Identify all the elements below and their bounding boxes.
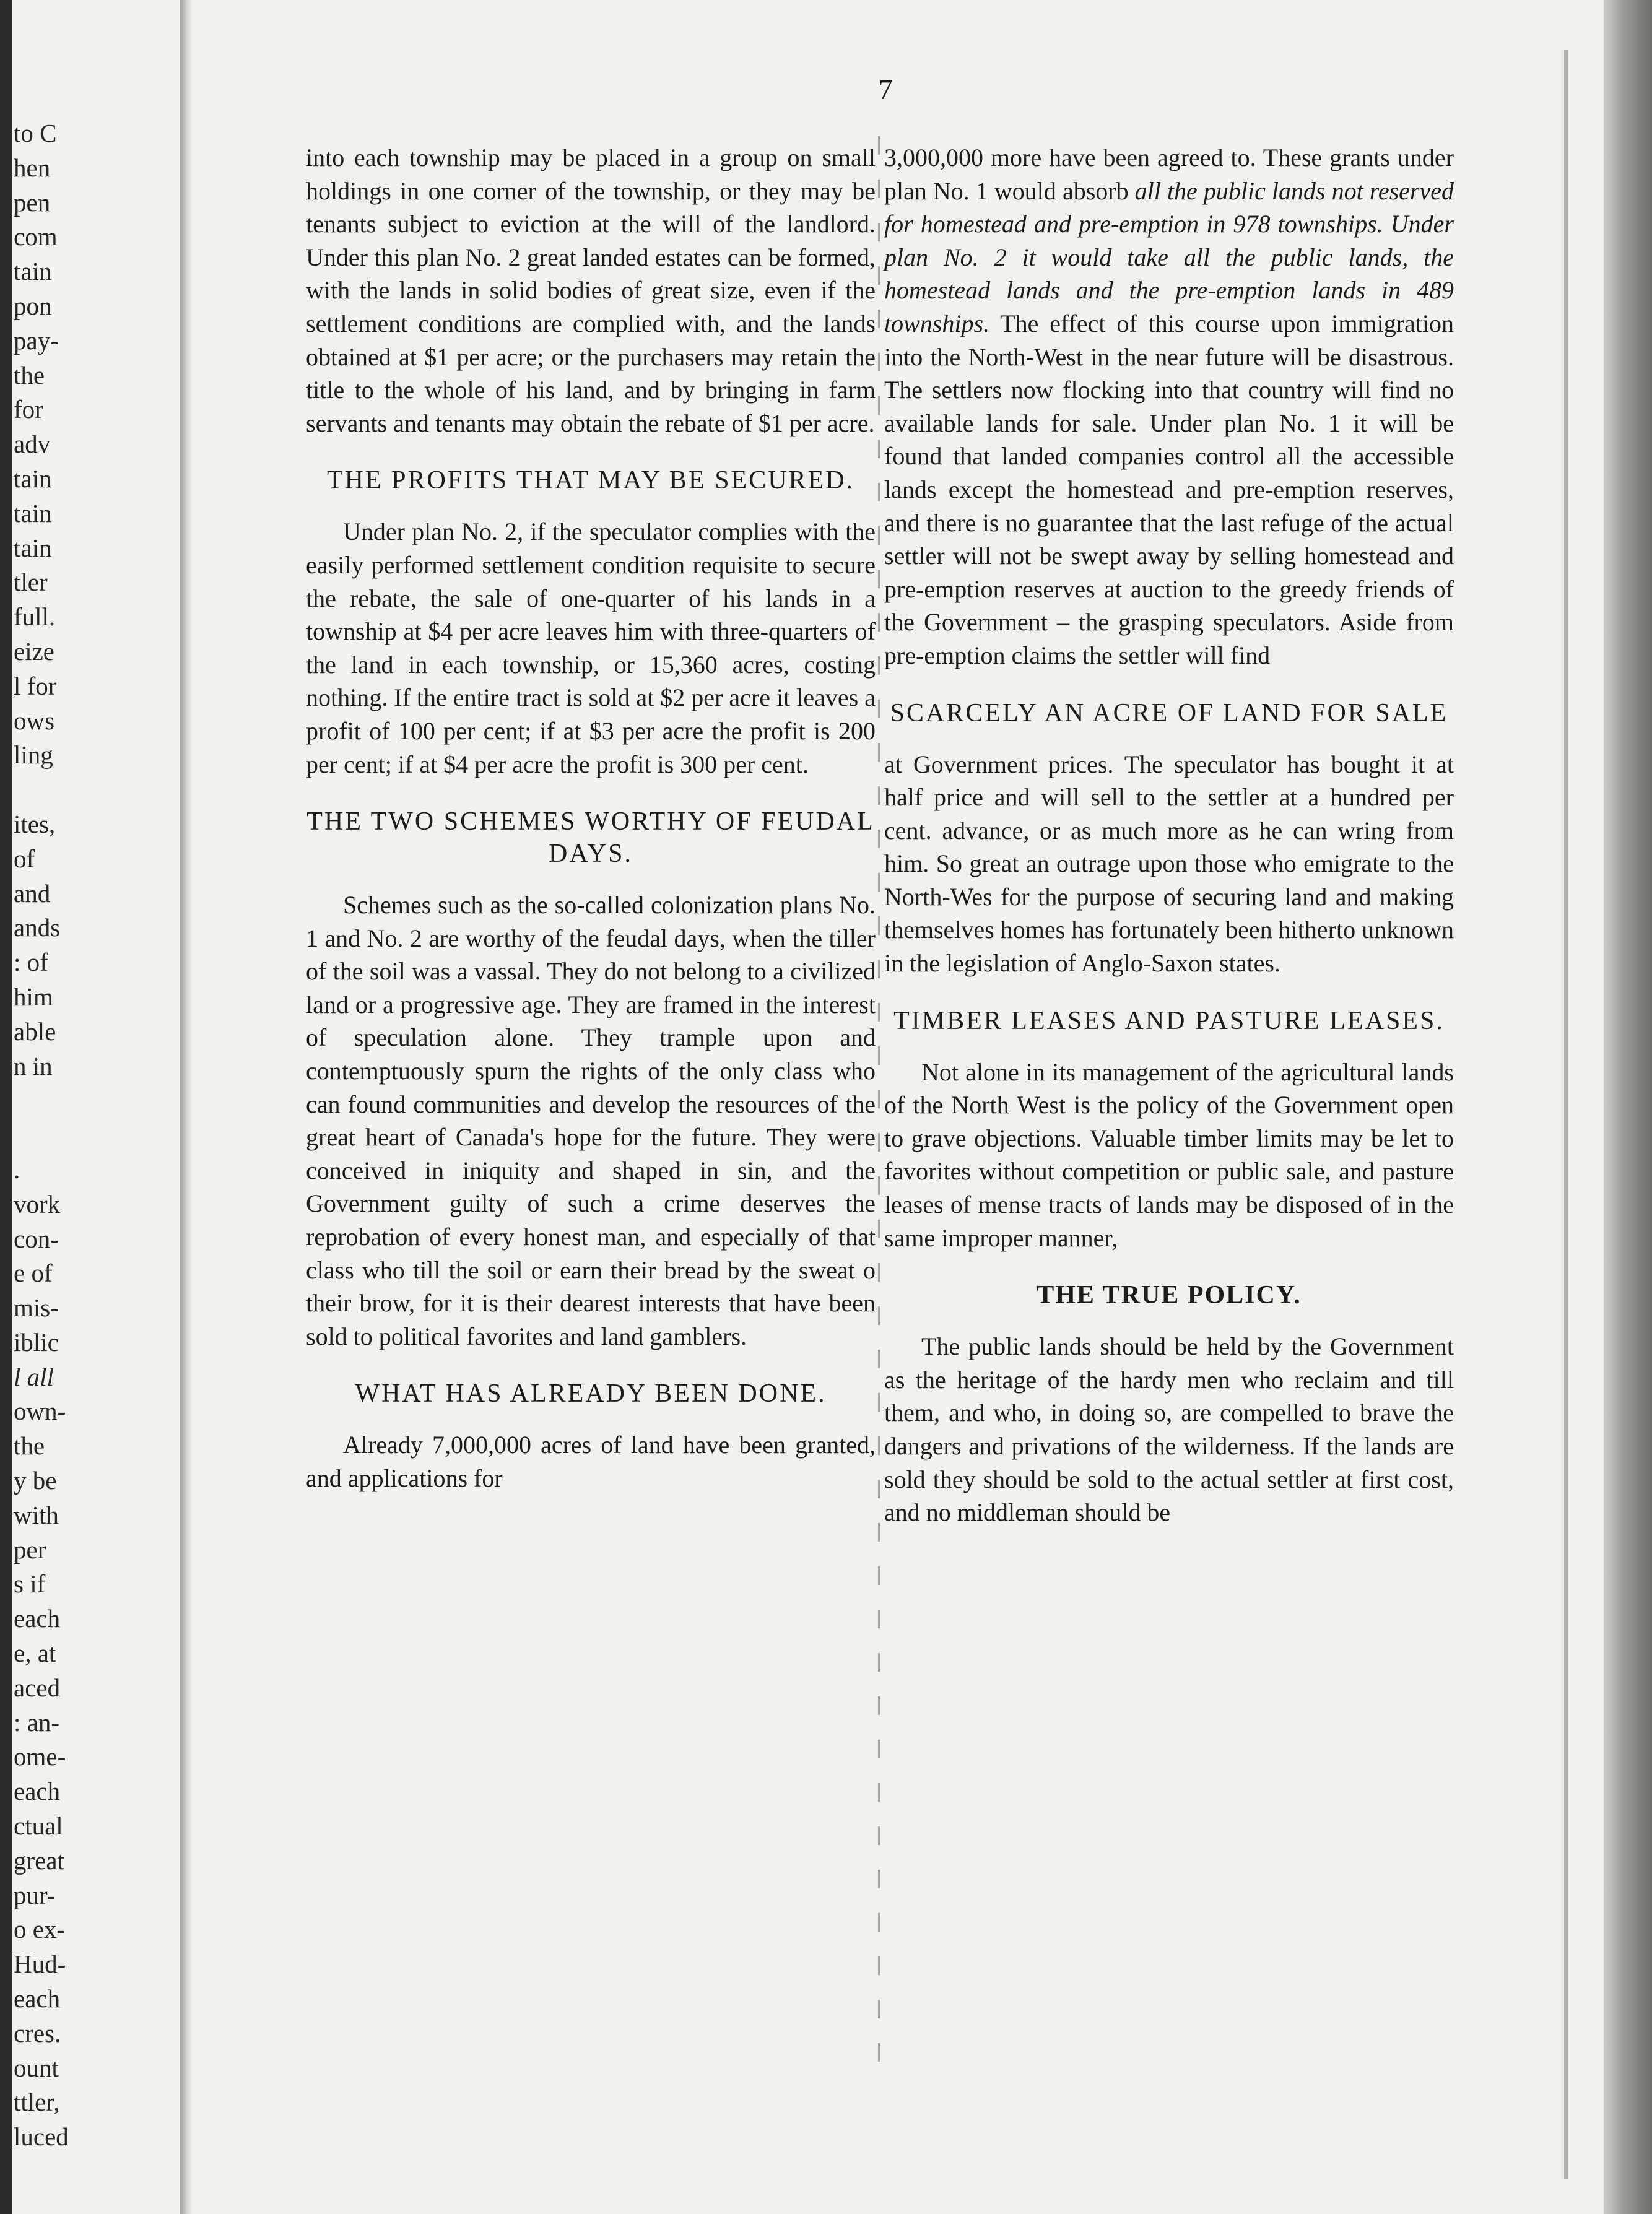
fragment-line: tain (14, 498, 52, 527)
fragment-line: for (14, 395, 43, 424)
fragment-line: tler (14, 568, 48, 597)
section-heading: WHAT HAS ALREADY BEEN DONE. (355, 1379, 827, 1409)
page-edge-line (1564, 50, 1568, 2179)
section-heading: THE TWO SCHEMES WORTHY OF FEUDAL DAYS. (306, 807, 875, 869)
fragment-line: ows (14, 706, 55, 735)
page-right-edge (1604, 0, 1652, 2214)
fragment-line: the (14, 1431, 45, 1461)
fragment-line: each (14, 1777, 61, 1806)
section-heading: THE TRUE POLICY. (1037, 1281, 1302, 1310)
fragment-line: each (14, 1604, 61, 1633)
binding-edge (0, 0, 12, 2214)
fragment-line (14, 773, 176, 807)
fragment-line: luced (14, 2122, 69, 2151)
fragment-line: Hud- (14, 1950, 66, 1979)
section-heading: SCARCELY AN ACRE OF LAND FOR SALE (890, 698, 1448, 727)
italic-text: all the public lands not reserved for homestead and pre-emption in 978 townships. Under plan No. 2 it would take all the public lands, the homestead lands and the pre-emption lands in 489 townships. (884, 176, 1454, 337)
paragraph (884, 141, 1454, 672)
fragment-line: the (14, 360, 45, 389)
column-divider (878, 136, 880, 2086)
fragment-line: pen (14, 188, 51, 217)
fragment-line: and (14, 879, 51, 908)
paragraph-text: The effect of this course upon immigration into the North-West in the near future will be disastrous. The settlers now flocking into that country will find no available lands for sale. Under plan No. 1 it will be found that landed companies control all the accessible lands except the homestead and pre-emption reserves, and there is no guarantee that the last refuge of the actual settler will not be swept away by selling homestead and pre-emption reserves at auction to the greedy friends of the Government – the grasping speculators. Aside from pre-emption claims the settler will find (884, 309, 1454, 669)
fragment-line (14, 1083, 176, 1118)
fragment-line: aced (14, 1673, 61, 1702)
fragment-line: ount (14, 2053, 59, 2082)
fragment-line: adv (14, 430, 51, 459)
fragment-line: tain (14, 533, 52, 562)
section-heading: THE PROFITS THAT MAY BE SECURED. (326, 466, 855, 495)
left-column (306, 141, 876, 1495)
page-number: 7 (878, 74, 893, 105)
paragraph: Schemes such as the so-called colonization plans No. 1 and No. 2 are worthy of the feudal days, when the tiller of the soil was a vassal. They do not belong to a civilized land or a progressive age. They are framed in the interest of speculation alone. They trample upon and contemptuously spurn the rights of the only class who can found communities and develop the resources of the great heart of Canada's hope for the future. They were conceived in iniquity and shaped in sin, and the Government guilty of such a crime deserves the reprobation of every honest man, and especially of that class who till the soil or earn their bread by the sweat o their brow, for it is their dearest interests that have been sold to political favorites and land gamblers. (306, 891, 876, 1350)
paragraph: Under plan No. 2, if the speculator complies with the easily performed settlement condition requisite to secure the rebate, the sale of one-quarter of his lands in a township at $4 per acre leaves him with three-quarters of the land in each township, or 15,360 acres, costing nothing. If the entire tract is sold at $2 per acre it leaves a profit of 100 per cent; if at $3 per acre the profit is 200 per cent; if at $4 per acre the profit is 300 per cent. (306, 518, 876, 778)
right-column (884, 141, 1454, 1529)
fragment-line: con- (14, 1224, 59, 1253)
fragment-line: to C (14, 119, 57, 147)
fragment-line: cres. (14, 2018, 61, 2047)
fragment-line: vork (14, 1189, 61, 1218)
fragment-line: great (14, 1846, 64, 1875)
page-gutter (180, 0, 192, 2214)
fragment-line: pay- (14, 326, 59, 355)
fragment-line: l for (14, 671, 57, 700)
fragment-line: own- (14, 1397, 66, 1426)
fragment-line: com (14, 222, 58, 251)
paragraph: into each township may be placed in a group on small holdings in one corner of the township, or they may be tenants subject to eviction at the will of the landlord. Under this plan No. 2 great landed estates can be formed, with the lands in solid bodies of great size, even if the settlement conditions are complied with, and the lands obtained at $1 per acre; or the purchasers may retain the title to the whole of his land, and by bringing in farm servants and tenants may obtain the rebate of $1 per acre. (306, 144, 876, 437)
fragment-line: per (14, 1535, 46, 1564)
fragment-line: pur- (14, 1880, 56, 1909)
paragraph: at Government prices. The speculator has bought it at half price and will sell to the settler at a hundred per cent. advance, or as much more as he can wring from him. So great an outrage upon those who emigrate to the North-Wes for the purpose of securing land and making themselves homes has fortunately been hitherto unknown in the legislation of Anglo-Saxon states. (884, 750, 1454, 978)
fragment-line: pon (14, 291, 52, 320)
fragment-line: y be (14, 1466, 57, 1495)
fragment-line: each (14, 1984, 61, 2013)
fragment-line: : of (14, 948, 48, 977)
fragment-line: able (14, 1017, 56, 1046)
fragment-line: ands (14, 913, 61, 942)
section-heading: TIMBER LEASES AND PASTURE LEASES. (893, 1006, 1445, 1035)
fragment-line: s if (14, 1569, 46, 1599)
fragment-line: n in (14, 1051, 53, 1080)
fragment-line: tain (14, 257, 52, 286)
fragment-line: mis- (14, 1293, 59, 1322)
fragment-line: with (14, 1500, 59, 1529)
fragment-line: eize (14, 636, 54, 666)
fragment-line: iblic (14, 1327, 59, 1357)
fragment-line: e, at (14, 1639, 56, 1668)
fragment-line: o ex- (14, 1915, 66, 1944)
fragment-line: l all (14, 1362, 54, 1391)
paragraph: Already 7,000,000 acres of land have been granted, and applications for (306, 1431, 876, 1492)
fragment-line: : an- (14, 1708, 59, 1737)
fragment-line: ites, (14, 809, 56, 838)
previous-page-fragment (14, 116, 176, 2155)
fragment-line: ling (14, 740, 53, 770)
fragment-line: of (14, 844, 35, 873)
fragment-line: ome- (14, 1742, 66, 1771)
fragment-line: tain (14, 464, 52, 493)
fragment-line (14, 1118, 176, 1153)
fragment-line: him (14, 982, 53, 1011)
fragment-line: ttler, (14, 2088, 60, 2117)
fragment-line: hen (14, 153, 51, 182)
paragraph-text: 3,000,000 more have been agreed to. These grants under plan No. 1 would absorb (884, 144, 1454, 205)
fragment-line: e of (14, 1259, 53, 1288)
fragment-line: full. (14, 602, 56, 632)
fragment-line: . (14, 1155, 20, 1184)
fragment-line: ctual (14, 1812, 63, 1841)
paragraph: The public lands should be held by the Government as the heritage of the hardy men who reclaim and till them, and who, in doing so, are compelled to brave the dangers and privations of the wilderness. If the lands are sold they should be sold to the actual settler at first cost, and no middleman should be (884, 1332, 1454, 1527)
paragraph: Not alone in its management of the agricultural lands of the North West is the policy of the Government open to grave objections. Valuable timber limits may be let to favorites without competition or public sale, and pasture leases of mense tracts of lands may be disposed of in the same improper manner, (884, 1057, 1454, 1252)
